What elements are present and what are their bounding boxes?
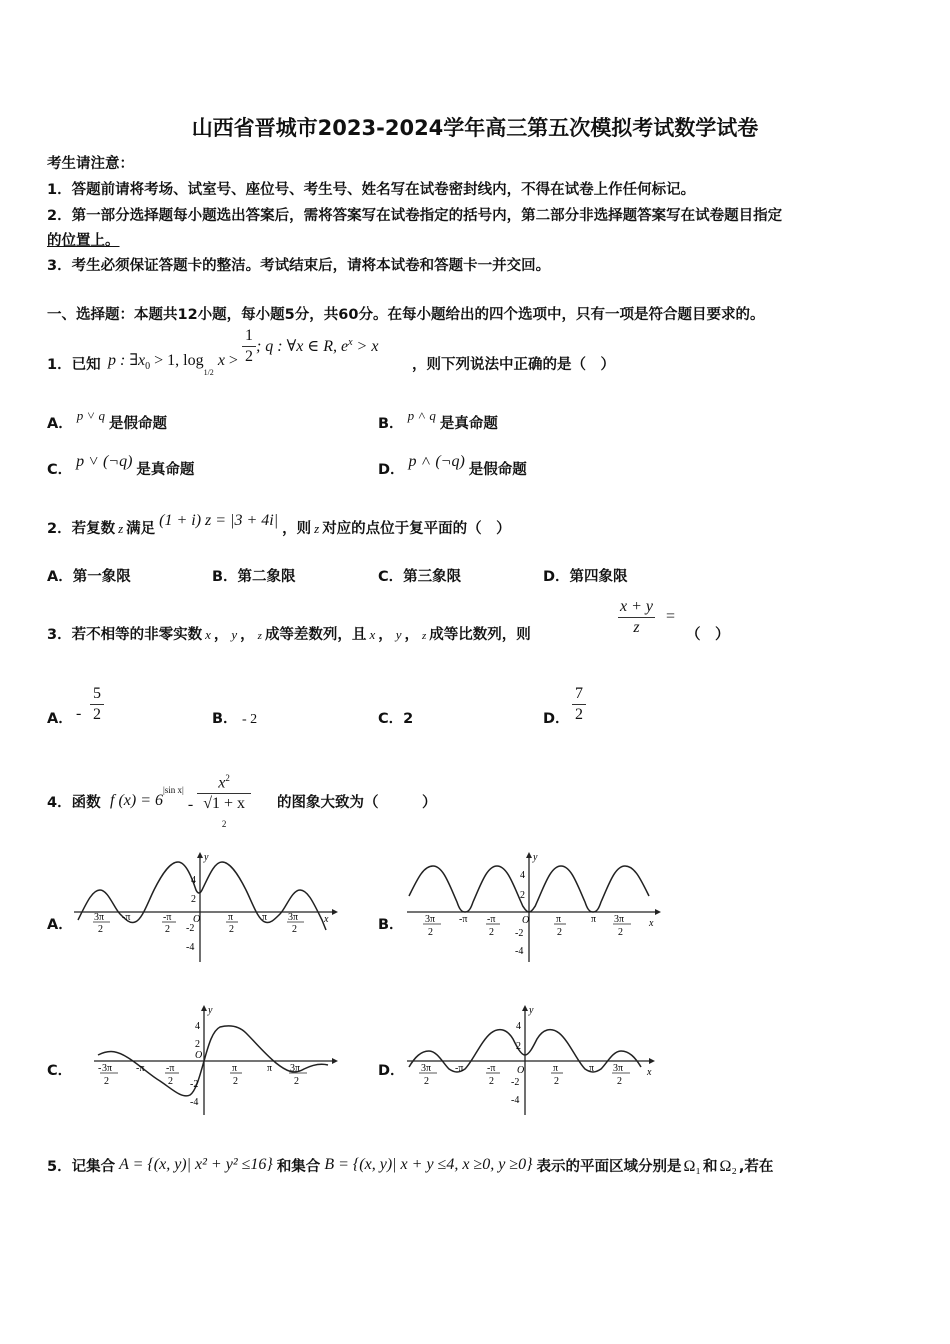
svg-text:x: x — [647, 1067, 652, 1078]
svg-text:3π: 3π — [102, 1063, 113, 1074]
q5-line: 5．记集合 A = {(x, y)| x² + y² ≤16} 和集合 B = {(x, y)| x + y ≤4, x ≥0, y ≥0} 表示的平面区域分别是 Ω₁ 和 Ω₂ ,若在 — [47, 1156, 774, 1175]
svg-text:2: 2 — [557, 927, 562, 938]
svg-text:y: y — [529, 1005, 534, 1016]
q1-number: 1．已知 — [47, 357, 101, 373]
q2-option-b[interactable]: B．第二象限 — [212, 569, 296, 585]
q4-number: 4．函数 — [47, 795, 101, 811]
svg-text:-π: -π — [459, 914, 468, 925]
svg-text:-π: -π — [487, 1063, 496, 1074]
svg-text:-π: -π — [487, 914, 496, 925]
svg-text:3π: 3π — [288, 912, 299, 923]
q3-option-a-label[interactable]: A． — [47, 711, 73, 727]
svg-text:O: O — [193, 914, 201, 925]
q3-option-b-label[interactable]: B． — [212, 711, 238, 727]
svg-text:-π: -π — [136, 1063, 145, 1074]
svg-text:π: π — [589, 1063, 595, 1074]
page-title: 山西省晋城市2023-2024学年高三第五次模拟考试数学试卷 — [191, 116, 759, 140]
graph-a-x-label: x — [324, 914, 329, 925]
q4-formula: f $(x) = 6^{|sin x|}$ - $x^2$ √1 + x $^2$ — [110, 766, 251, 840]
svg-text:2: 2 — [428, 927, 433, 938]
graph-b[interactable] — [403, 850, 663, 965]
notice-item-3: 3．考生必须保证答题卡的整洁。考试结束后，请将本试卷和答题卡一并交回。 — [47, 258, 551, 274]
graph-c[interactable] — [90, 1003, 340, 1118]
svg-text:2: 2 — [165, 924, 170, 935]
svg-text:2: 2 — [554, 1076, 559, 1087]
q3-line: 3．若不相等的非零实数 x ， y ， z 成等差数列，且 x ， y ， z 成等比数列，则 — [47, 627, 531, 643]
q1-option-c[interactable]: C． p ˅ (¬q) 是真命题 — [47, 453, 195, 478]
svg-text:π: π — [232, 1063, 238, 1074]
notice-item-1: 1．答题前请将考场、试室号、座位号、考生号、姓名写在试卷密封线内，不得在试卷上作任何标记。 — [47, 182, 696, 198]
q2-option-d[interactable]: D．第四象限 — [543, 569, 628, 585]
svg-text:4: 4 — [520, 870, 525, 881]
svg-text:-2: -2 — [511, 1077, 520, 1088]
graph-d[interactable] — [403, 1003, 661, 1118]
q4-option-c-label[interactable]: C． — [47, 1063, 73, 1079]
svg-text:4: 4 — [195, 1021, 200, 1032]
q3-option-d-frac[interactable]: $\frac{7}{2}$ — [572, 684, 586, 725]
svg-text:2: 2 — [617, 1076, 622, 1087]
svg-text:O: O — [522, 915, 530, 926]
svg-text:2: 2 — [233, 1076, 238, 1087]
svg-text:π: π — [228, 912, 234, 923]
svg-text:2: 2 — [489, 1076, 494, 1087]
q2-option-a[interactable]: A．第一象限 — [47, 569, 131, 585]
svg-text:-π: -π — [455, 1063, 464, 1074]
q3-option-a-frac[interactable]: $\frac{5}{2}$ — [90, 684, 104, 725]
q1-option-b[interactable]: B．p ˄ q是真命题 — [378, 408, 498, 432]
q2-line: 2．若复数 z 满足 (1 + i) z = |3 + 4i| ，则 z 对应的点位于复平面的（ ） — [47, 512, 511, 537]
q3-option-c[interactable]: C．2 — [378, 711, 414, 727]
svg-text:4: 4 — [516, 1021, 521, 1032]
svg-text:2: 2 — [520, 890, 525, 901]
svg-text:3π: 3π — [94, 912, 105, 923]
svg-text:x: x — [649, 918, 654, 929]
svg-text:-2: -2 — [186, 923, 195, 934]
svg-text:π: π — [553, 1063, 559, 1074]
q1-formula: p : $\exists x_0 > 1$, log1/2 x > $\frac{1}{2}$ ; q : ∀x ∈ R, $e^x > x$ — [108, 327, 379, 377]
svg-text:2: 2 — [618, 927, 623, 938]
svg-text:4: 4 — [191, 875, 196, 886]
svg-text:π: π — [556, 914, 562, 925]
svg-text:2: 2 — [229, 924, 234, 935]
svg-text:3π: 3π — [421, 1063, 432, 1074]
q4-stem: 的图象大致为（ ） — [277, 795, 437, 811]
svg-text:O: O — [517, 1065, 525, 1076]
graph-a-y-label: y — [204, 852, 209, 863]
svg-text:π: π — [262, 912, 268, 923]
svg-text:y: y — [208, 1005, 213, 1016]
svg-text:-2: -2 — [515, 928, 524, 939]
q3-option-a-sign: - — [76, 705, 82, 722]
svg-text:2: 2 — [104, 1076, 109, 1087]
svg-text:2: 2 — [98, 924, 103, 935]
q3-fraction: $\frac{x + y}{z}$ — [620, 598, 653, 636]
notice-heading: 考生请注意： — [47, 156, 134, 172]
q1-stem: ，则下列说法中正确的是（ ） — [412, 357, 615, 373]
q3-option-d-label[interactable]: D． — [543, 711, 570, 727]
q3-option-b-value[interactable]: - 2 — [242, 712, 258, 727]
svg-text:π: π — [591, 914, 597, 925]
svg-text:-4: -4 — [515, 946, 524, 957]
q3-equals: = — [666, 608, 676, 625]
q1-half: $\frac{1}{2}$ — [242, 326, 256, 367]
notice-item-2-cont: 的位置上。 — [47, 233, 120, 249]
svg-text:2: 2 — [292, 924, 297, 935]
svg-text:y: y — [533, 852, 538, 863]
graph-a[interactable] — [70, 850, 340, 965]
notice-item-2: 2．第一部分选择题每小题选出答案后，需将答案写在试卷指定的括号内，第二部分非选择题答案写在试卷题目指定 — [47, 208, 783, 224]
q4-option-a-label[interactable]: A． — [47, 917, 73, 933]
svg-text:2: 2 — [191, 894, 196, 905]
q2-option-c[interactable]: C．第三象限 — [378, 569, 462, 585]
svg-text:O: O — [195, 1050, 203, 1061]
svg-text:-π: -π — [163, 912, 172, 923]
svg-text:-: - — [98, 1063, 102, 1074]
q1-option-a[interactable]: A．p ˅ q是假命题 — [47, 408, 168, 432]
svg-text:-π: -π — [166, 1063, 175, 1074]
svg-text:2: 2 — [489, 927, 494, 938]
svg-text:3π: 3π — [425, 914, 436, 925]
svg-text:-4: -4 — [190, 1097, 199, 1108]
q3-bracket: （ ） — [686, 627, 730, 643]
q4-option-b-label[interactable]: B． — [378, 917, 404, 933]
svg-text:-π: -π — [122, 912, 131, 923]
svg-text:3π: 3π — [290, 1063, 301, 1074]
svg-text:3π: 3π — [614, 914, 625, 925]
svg-text:π: π — [267, 1063, 273, 1074]
svg-text:-4: -4 — [511, 1095, 520, 1106]
svg-text:2: 2 — [195, 1039, 200, 1050]
svg-text:-4: -4 — [186, 942, 195, 953]
svg-text:-2: -2 — [190, 1079, 199, 1090]
q4-option-d-label[interactable]: D． — [378, 1063, 405, 1079]
svg-text:3π: 3π — [613, 1063, 624, 1074]
svg-text:2: 2 — [168, 1076, 173, 1087]
svg-text:2: 2 — [294, 1076, 299, 1087]
q1-option-d[interactable]: D． p ˄ (¬q) 是假命题 — [378, 453, 527, 478]
svg-text:2: 2 — [424, 1076, 429, 1087]
section-heading: 一、选择题：本题共12小题，每小题5分，共60分。在每小题给出的四个选项中，只有一项是符合题目要求的。 — [47, 307, 765, 323]
svg-text:2: 2 — [516, 1041, 521, 1052]
